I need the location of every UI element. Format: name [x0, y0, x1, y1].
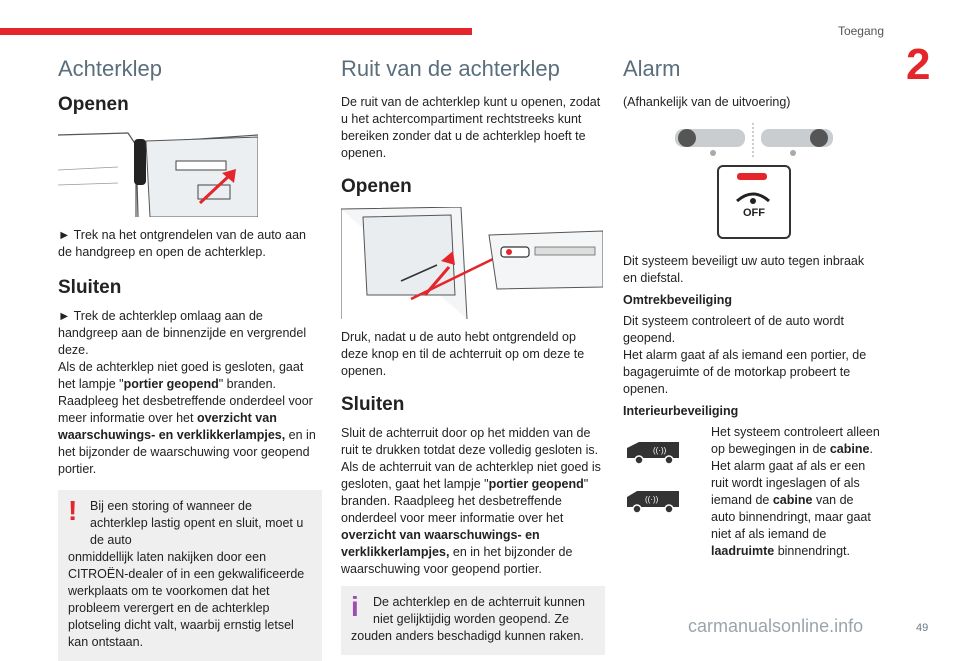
interior-laadruimte: laadruimte: [711, 544, 775, 559]
interior-line-h: binnendringt.: [774, 544, 850, 559]
perimeter-line-2: Het alarm gaat af als iemand een portier, de bagageruimte of de motorkap probeert te openen.: [623, 348, 867, 397]
chapter-color-bar: [0, 28, 472, 35]
interior-cabine-2: cabine: [772, 493, 813, 508]
warning-first-lines: Bij een storing of wanneer de achterklep lastig opent en sluit, moet u de auto: [90, 498, 304, 547]
interior-line-d: Het alarm gaat af als er een ruit wordt ingeslagen of als iemand de: [711, 459, 866, 508]
van-cargo-icon: [623, 485, 683, 515]
rear-window-button-illustration: [341, 207, 603, 319]
tailgate-close-heading: Sluiten: [58, 277, 122, 299]
info-icon: i: [351, 590, 359, 622]
alarm-intro: Dit systeem beveiligt uw auto tegen inbraak en diefstal.: [623, 254, 865, 286]
info-rest: zouden anders beschadigd kunnen raken.: [351, 628, 584, 643]
rear-window-info-note: [341, 586, 605, 655]
perimeter-text: [623, 313, 881, 398]
alarm-title: Alarm: [623, 56, 681, 81]
tailgate-close-line-3b: overzicht van waarschuwings- en verklikkerlampjes,: [58, 410, 286, 442]
interior-line-a: Het systeem controleert alleen op bewegingen in de: [711, 425, 880, 457]
tailgate-close-line-2b: portier geopend: [123, 376, 219, 391]
watermark: carmanualsonline.info: [688, 616, 864, 636]
warning-icon: !: [68, 494, 78, 526]
column-rear-window: [341, 52, 605, 655]
tailgate-warning-note: [58, 490, 322, 661]
alarm-off-button-icon: [717, 165, 791, 239]
van-cabin-icon: [623, 436, 683, 466]
alarm-car-icon: [733, 189, 773, 205]
svg-text:((·)): ((·)): [645, 495, 659, 505]
dashboard-button-location-illustration: [623, 121, 881, 161]
perimeter-line-1: Dit systeem controleert of de auto wordt geopend.: [623, 314, 844, 346]
rear-window-title: Ruit van de achterklep: [341, 56, 560, 81]
tailgate-handle-illustration: [58, 125, 258, 217]
rear-window-open-text: Druk, nadat u de auto hebt ontgrendeld op deze knop en til de achterruit op om deze te openen.: [341, 330, 585, 379]
perimeter-heading: Omtrekbeveiliging: [623, 293, 733, 308]
interior-section: [623, 424, 881, 566]
rear-window-close-line-2d: overzicht van waarschuwings- en verklikkerlampjes,: [341, 527, 540, 559]
rear-window-close-line-2c: " branden. Raadpleeg het desbetreffende onderdeel voor meer informatie over het: [341, 476, 589, 525]
tailgate-close-line-1: ► Trek de achterklep omlaag aan de handgreep aan de binnenzijde en vergrendel deze.: [58, 308, 307, 357]
column-tailgate: [58, 52, 322, 661]
interior-text: [711, 424, 881, 560]
vehicle-icons: [623, 424, 699, 566]
section-title: Toegang: [837, 24, 884, 38]
tailgate-close-line-3c: en in het bijzonder de waarschuwing voor geopend portier.: [58, 427, 316, 476]
rear-window-intro: De ruit van de achterklep kunt u openen, zodat u het achtercompartiment rechtstreeks kunt bereiken zonder dat u de achterklep hoeft te openen.: [341, 95, 601, 161]
interior-heading: Interieurbeveiliging: [623, 404, 739, 419]
rear-window-close-line-2a: Als de achterruit van de achterklep niet goed is gesloten, gaat het lampje ": [341, 459, 601, 491]
warning-rest: onmiddellijk laten nakijken door een CITROËN-dealer of in een gekwalificeerde werkplaats om te voorkomen dat het probleem verergert en de achterklep plotseling dicht valt, waarbij ernstig letsel kan ontstaan.: [68, 549, 305, 649]
chapter-number: 2: [906, 40, 931, 89]
interior-cabine-1: cabine: [829, 442, 870, 457]
rear-window-close-line-2e: en in het bijzonder de waarschuwing voor geopend portier.: [341, 544, 573, 576]
tailgate-open-heading: Openen: [58, 94, 129, 116]
svg-text:((·)): ((·)): [653, 446, 667, 456]
tailgate-close-line-2c: " branden.: [218, 376, 277, 391]
rear-window-close-text: [341, 425, 605, 578]
tailgate-close-text: [58, 308, 322, 478]
tailgate-title: Achterklep: [58, 56, 162, 81]
rear-window-close-line-2b: portier geopend: [488, 476, 584, 491]
tailgate-open-text: ► Trek na het ontgrendelen van de auto aan de handgreep en open de achterklep.: [58, 228, 306, 260]
info-first-lines: De achterklep en de achterruit kunnen niet gelijktijdig worden geopend. Ze: [373, 594, 585, 626]
tailgate-close-line-2a: Als de achterklep niet goed is gesloten, gaat het lampje ": [58, 359, 304, 391]
alarm-subtitle: (Afhankelijk van de uitvoering): [623, 95, 791, 110]
tailgate-close-line-3a: Raadpleeg het desbetreffende onderdeel voor meer informatie over het: [58, 393, 313, 425]
page-number: 49: [916, 622, 929, 634]
interior-line-f: van de auto binnendringt, maar gaat niet af als iemand de: [711, 493, 871, 542]
rear-window-close-line-1: Sluit de achterruit door op het midden van de ruit te drukken totdat deze volledig gesloten is.: [341, 425, 599, 457]
rear-window-close-heading: Sluiten: [341, 394, 405, 416]
interior-line-c: .: [869, 442, 873, 457]
column-alarm: [623, 52, 881, 566]
alarm-off-label: OFF: [743, 207, 765, 220]
rear-window-open-heading: Openen: [341, 176, 412, 198]
